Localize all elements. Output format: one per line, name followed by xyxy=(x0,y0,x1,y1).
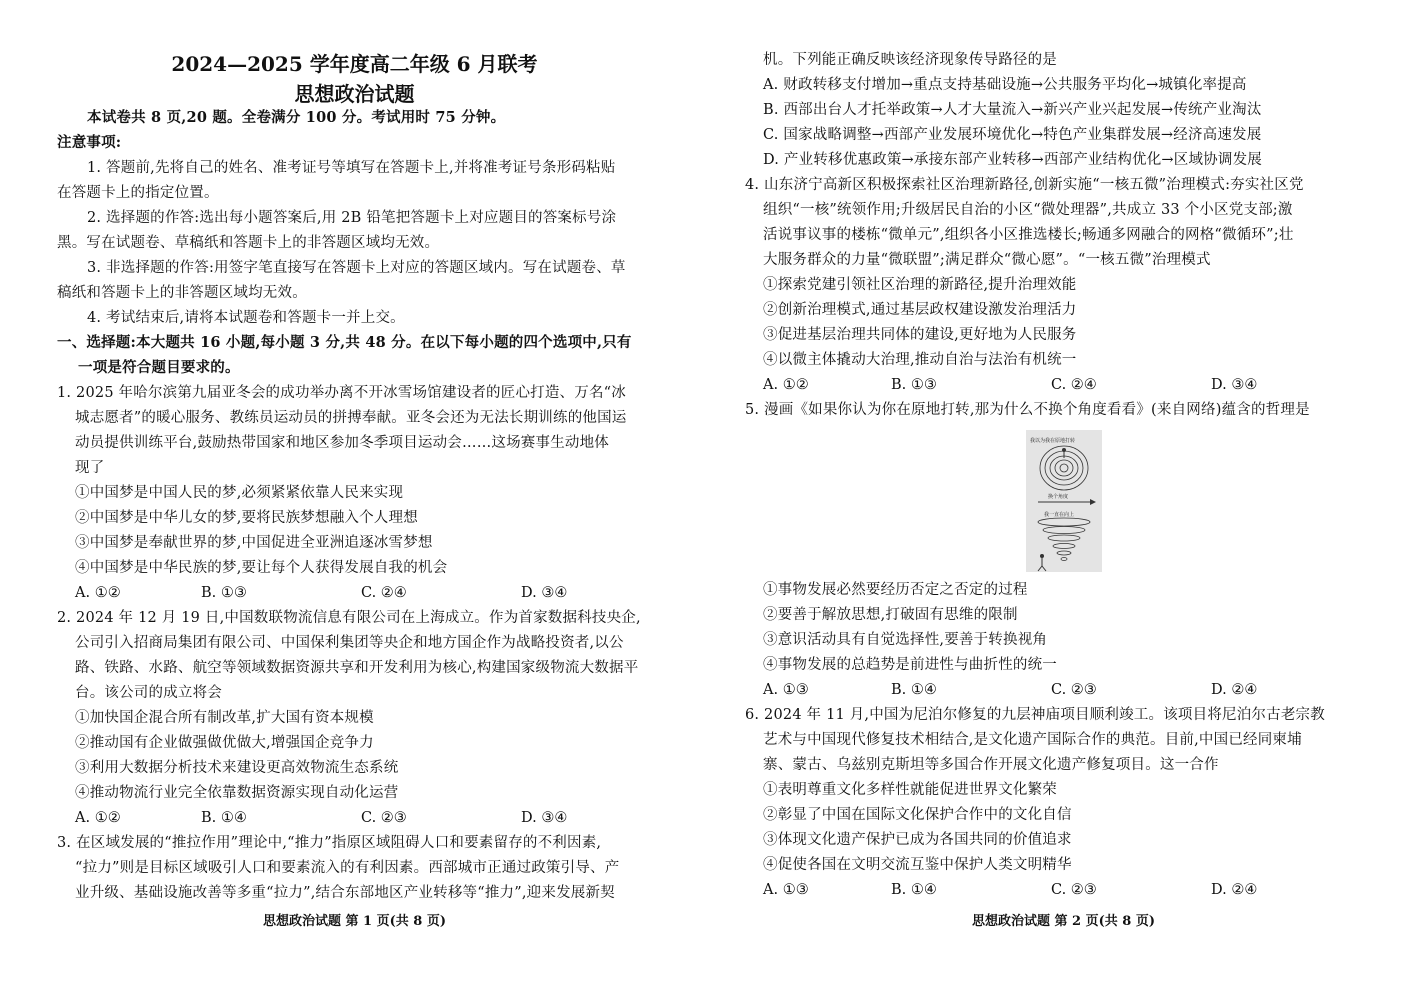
option-c: C. ②③ xyxy=(1051,682,1097,698)
page-footer: 思想政治试题 第 2 页(共 8 页) xyxy=(971,914,1156,929)
q3-stem: “拉力”则是目标区域吸引人口和要素流入的有利因素。西部城市正通过政策引导、产 xyxy=(75,860,620,876)
cartoon-caption-bottom: 我一直在向上 xyxy=(1044,512,1075,518)
exam-title: 2024—2025 学年度高二年级 6 月联考 xyxy=(171,52,538,76)
page-footer: 思想政治试题 第 1 页(共 8 页) xyxy=(262,914,447,929)
q3-choice: B. 西部出台人才托举政策→人才大量流入→新兴产业兴起发展→传统产业淘汰 xyxy=(763,102,1262,118)
q4-item: ②创新治理模式,通过基层政权建设激发治理活力 xyxy=(763,302,1077,318)
q4-item: ③促进基层治理共同体的建设,更好地为人民服务 xyxy=(763,327,1077,343)
option-b: B. ①④ xyxy=(201,810,247,826)
q6-item: ③体现文化遗产保护已成为各国共同的价值追求 xyxy=(763,832,1072,848)
q1-item: ④中国梦是中华民族的梦,要让每个人获得发展自我的机会 xyxy=(75,560,448,576)
q6-item: ②彰显了中国在国际文化保护合作中的文化自信 xyxy=(763,807,1072,823)
q1-stem: 1. 2025 年哈尔滨第九届亚冬会的成功举办离不开冰雪场馆建设者的匠心打造、万名“冰 xyxy=(57,385,626,401)
option-c: C. ②③ xyxy=(1051,882,1097,898)
q4-item: ①探索党建引领社区治理的新路径,提升治理效能 xyxy=(763,277,1077,293)
option-c: C. ②③ xyxy=(361,810,407,826)
notice-line: 在答题卡上的指定位置。 xyxy=(57,185,219,201)
q1-item: ②中国梦是中华儿女的梦,要将民族梦想融入个人理想 xyxy=(75,510,418,526)
q1-options xyxy=(75,583,675,603)
q6-item: ④促使各国在文明交流互鉴中保护人类文明精华 xyxy=(763,857,1072,873)
option-c: C. ②④ xyxy=(1051,377,1097,393)
exam-intro: 本试卷共 8 页,20 题。全卷满分 100 分。考试用时 75 分钟。 xyxy=(87,109,506,126)
page-2 xyxy=(709,0,1418,983)
q6-stem: 6. 2024 年 11 月,中国为尼泊尔修复的九层神庙项目顺利竣工。该项目将尼泊尔古老宗教 xyxy=(745,707,1325,723)
q6-stem: 艺术与中国现代修复技术相结合,是文化遗产国际合作的典范。目前,中国已经同柬埔 xyxy=(763,732,1302,748)
q3-choice: C. 国家战略调整→西部产业发展环境优化→特色产业集群发展→经济高速发展 xyxy=(763,127,1262,143)
q2-item: ②推动国有企业做强做优做大,增强国企竞争力 xyxy=(75,735,374,751)
q1-item: ③中国梦是奉献世界的梦,中国促进全亚洲追逐冰雪梦想 xyxy=(75,535,433,551)
notice-line: 稿纸和答题卡上的非答题区域均无效。 xyxy=(57,285,307,301)
q1-stem: 动员提供训练平台,鼓励热带国家和地区参加冬季项目运动会……这场赛事生动地体 xyxy=(75,435,610,451)
q2-stem: 公司引入招商局集团有限公司、中国保利集团等央企和地方国企作为战略投资者,以公 xyxy=(75,635,624,651)
q2-stem: 台。该公司的成立将会 xyxy=(75,685,222,701)
q1-stem: 现了 xyxy=(75,460,105,476)
option-d: D. ②④ xyxy=(1211,682,1258,698)
option-a: A. ①② xyxy=(75,810,121,826)
section-heading: 一项是符合题目要求的。 xyxy=(78,359,240,376)
q3-choice: A. 财政转移支付增加→重点支持基础设施→公共服务平均化→城镇化率提高 xyxy=(763,77,1247,93)
q3-stem: 3. 在区域发展的“推拉作用”理论中,“推力”指原区域阻碍人口和要素留存的不利因素, xyxy=(57,835,602,851)
notice-line: 黑。写在试题卷、草稿纸和答题卡上的非答题区域均无效。 xyxy=(57,235,440,251)
cartoon-caption-top: 我以为我在原地打转 xyxy=(1030,438,1076,444)
option-a: A. ①③ xyxy=(763,882,809,898)
q4-stem: 4. 山东济宁高新区积极探索社区治理新路径,创新实施“一核五微”治理模式:夯实社区党 xyxy=(745,177,1304,193)
q6-options xyxy=(763,880,1363,900)
section-heading: 一、选择题:本大题共 16 小题,每小题 3 分,共 48 分。在以下每小题的四个选项中,只有 xyxy=(57,334,632,351)
q2-item: ①加快国企混合所有制改革,扩大国有资本规模 xyxy=(75,710,374,726)
cartoon-caption-middle: 换个角度 xyxy=(1048,494,1069,500)
q5-options xyxy=(763,680,1363,700)
q4-stem: 组织“一核”统领作用;升级居民自治的小区“微处理器”,共成立 33 个小区党支部;激 xyxy=(763,202,1293,218)
q3-choice: D. 产业转移优惠政策→承接东部产业转移→西部产业结构优化→区域协调发展 xyxy=(763,152,1262,168)
q5-stem: 5. 漫画《如果你认为你在原地打转,那为什么不换个角度看看》(来自网络)蕴含的哲理是 xyxy=(745,402,1310,418)
option-c: C. ②④ xyxy=(361,585,407,601)
q4-stem: 活说事议事的楼栋“微单元”,组织各小区推选楼长;畅通多网融合的网格“微循环”;壮 xyxy=(763,227,1294,243)
q2-stem: 路、铁路、水路、航空等领域数据资源共享和开发利用为核心,构建国家级物流大数据平 xyxy=(75,660,639,676)
q4-options xyxy=(763,375,1363,395)
option-d: D. ③④ xyxy=(521,585,568,601)
q1-item: ①中国梦是中国人民的梦,必须紧紧依靠人民来实现 xyxy=(75,485,404,501)
option-d: D. ②④ xyxy=(1211,882,1258,898)
option-b: B. ①③ xyxy=(891,377,937,393)
notice-line: 3. 非选择题的作答:用签字笔直接写在答题卡上对应的答题区域内。写在试题卷、草 xyxy=(87,260,626,276)
notice-line: 4. 考试结束后,请将本试题卷和答题卡一并上交。 xyxy=(87,310,405,326)
q3-stem: 业升级、基础设施改善等多重“拉力”,结合东部地区产业转移等“推力”,迎来发展新契 xyxy=(75,885,615,901)
option-a: A. ①③ xyxy=(763,682,809,698)
option-b: B. ①③ xyxy=(201,585,247,601)
spiral-cartoon-image xyxy=(1026,430,1102,572)
q2-options xyxy=(75,808,675,828)
option-a: A. ①② xyxy=(75,585,121,601)
q5-item: ④事物发展的总趋势是前进性与曲折性的统一 xyxy=(763,657,1057,673)
option-a: A. ①② xyxy=(763,377,809,393)
exam-subject: 思想政治试题 xyxy=(294,82,415,106)
notice-line: 2. 选择题的作答:选出每小题答案后,用 2B 铅笔把答题卡上对应题目的答案标号涂 xyxy=(87,210,617,226)
q1-stem: 城志愿者”的暖心服务、教练员运动员的拼搏奉献。亚冬会还为无法长期训练的他国运 xyxy=(75,410,627,426)
q5-item: ③意识活动具有自觉选择性,要善于转换视角 xyxy=(763,632,1048,648)
option-b: B. ①④ xyxy=(891,882,937,898)
notice-line: 1. 答题前,先将自己的姓名、准考证号等填写在答题卡上,并将准考证号条形码粘贴 xyxy=(87,160,616,176)
option-d: D. ③④ xyxy=(1211,377,1258,393)
q3-stem: 机。下列能正确反映该经济现象传导路径的是 xyxy=(763,52,1057,68)
q2-stem: 2. 2024 年 12 月 19 日,中国数联物流信息有限公司在上海成立。作为首家数据科技央企, xyxy=(57,610,641,626)
spiral-cartoon-drawing xyxy=(1026,430,1102,572)
q4-item: ④以微主体撬动大治理,推动自治与法治有机统一 xyxy=(763,352,1077,368)
notice-heading: 注意事项: xyxy=(57,134,122,151)
q4-stem: 大服务群众的力量“微联盟”;满足群众“微心愿”。“一核五微”治理模式 xyxy=(763,252,1211,268)
q2-item: ③利用大数据分析技术来建设更高效物流生态系统 xyxy=(75,760,399,776)
option-d: D. ③④ xyxy=(521,810,568,826)
q6-stem: 寨、蒙古、乌兹别克斯坦等多国合作开展文化遗产修复项目。这一合作 xyxy=(763,757,1219,773)
q5-item: ①事物发展必然要经历否定之否定的过程 xyxy=(763,582,1028,598)
q5-item: ②要善于解放思想,打破固有思维的限制 xyxy=(763,607,1018,623)
q6-item: ①表明尊重文化多样性就能促进世界文化繁荣 xyxy=(763,782,1057,798)
option-b: B. ①④ xyxy=(891,682,937,698)
q2-item: ④推动物流行业完全依靠数据资源实现自动化运营 xyxy=(75,785,399,801)
